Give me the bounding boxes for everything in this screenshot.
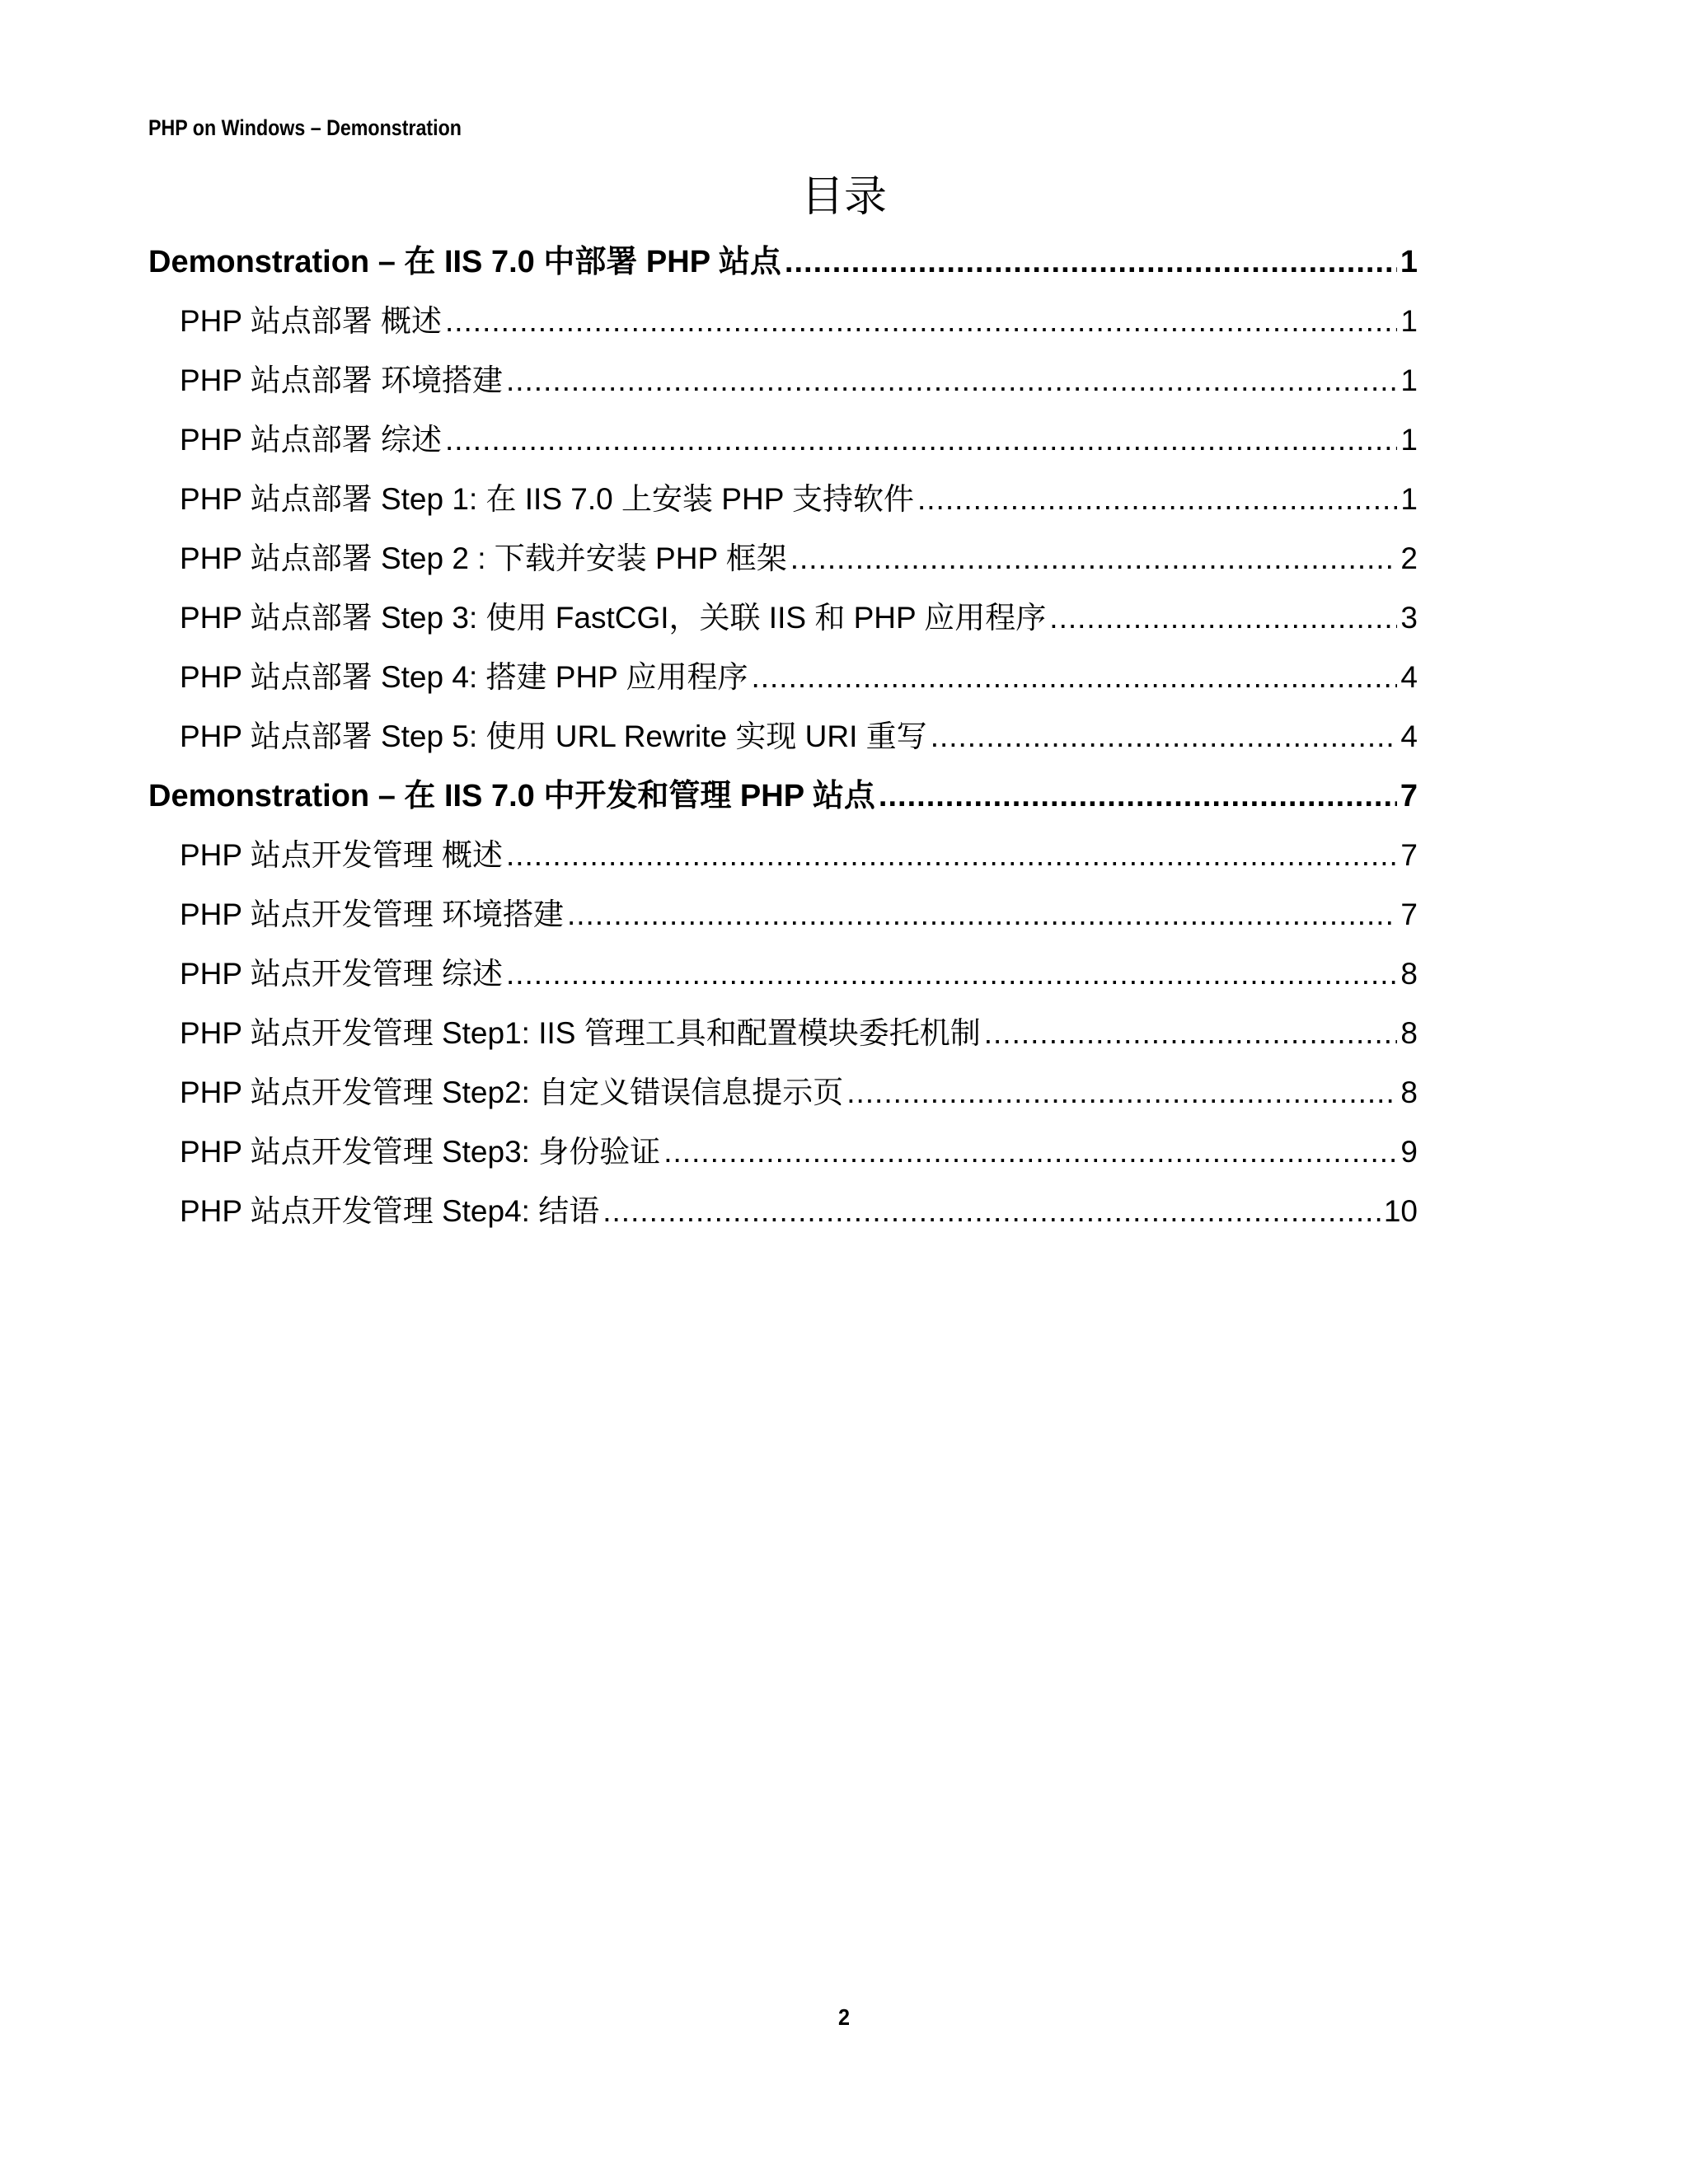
toc-entry-text: PHP 站点部署 综述	[180, 423, 442, 457]
toc-entry-page: 10	[1383, 1194, 1418, 1228]
toc-dot-leader	[785, 232, 1397, 292]
toc-dot-leader	[846, 1063, 1397, 1122]
toc-dot-leader	[506, 944, 1397, 1004]
toc-dot-leader	[931, 707, 1398, 766]
toc-entry-text: Demonstration – 在 IIS 7.0 中开发和管理 PHP 站点	[148, 779, 875, 813]
toc-section-entry[interactable]	[148, 766, 1418, 826]
toc-dot-leader	[506, 826, 1397, 885]
toc-dot-leader	[603, 1182, 1381, 1241]
toc-entry-text: PHP 站点开发管理 Step4: 结语	[180, 1194, 600, 1228]
toc-subsection-entry[interactable]	[148, 470, 1418, 529]
toc-entry-page: 2	[1400, 541, 1418, 575]
toc-entry-text: PHP 站点部署 环境搭建	[180, 363, 503, 397]
toc-entry-page: 4	[1400, 719, 1418, 753]
toc-entry-page: 1	[1400, 363, 1418, 397]
toc-entry-page: 8	[1400, 957, 1418, 991]
toc-entry-text: PHP 站点部署 Step 3: 使用 FastCGI，关联 IIS 和 PHP 应用程序	[180, 601, 1047, 635]
toc-entry-page: 1	[1400, 245, 1418, 279]
toc-title: 目录	[800, 172, 887, 222]
toc-entry-page: 1	[1400, 482, 1418, 516]
toc-subsection-entry[interactable]	[148, 588, 1418, 648]
toc-entry-text: PHP 站点开发管理 概述	[180, 838, 503, 872]
table-of-contents	[148, 232, 1418, 1241]
toc-entry-page: 7	[1400, 779, 1418, 813]
toc-entry-text: PHP 站点开发管理 环境搭建	[180, 898, 564, 931]
page-number: 2	[837, 2004, 851, 2030]
toc-section-entry[interactable]	[148, 232, 1418, 292]
toc-dot-leader	[1049, 588, 1397, 648]
toc-subsection-entry[interactable]	[148, 648, 1418, 707]
toc-entry-page: 9	[1400, 1135, 1418, 1169]
toc-subsection-entry[interactable]	[148, 410, 1418, 470]
toc-entry-text: PHP 站点开发管理 综述	[180, 957, 503, 991]
toc-entry-text: PHP 站点部署 Step 4: 搭建 PHP 应用程序	[180, 660, 748, 694]
toc-entry-text: PHP 站点部署 Step 2 : 下载并安装 PHP 框架	[180, 541, 787, 575]
toc-dot-leader	[879, 766, 1397, 826]
toc-entry-text: PHP 站点部署 Step 1: 在 IIS 7.0 上安装 PHP 支持软件	[180, 482, 914, 516]
toc-dot-leader	[506, 351, 1397, 410]
toc-entry-page: 1	[1400, 423, 1418, 457]
toc-dot-leader	[751, 648, 1397, 707]
toc-dot-leader	[567, 885, 1397, 944]
toc-entry-text: PHP 站点开发管理 Step2: 自定义错误信息提示页	[180, 1076, 844, 1109]
toc-entry-text: PHP 站点开发管理 Step1: IIS 管理工具和配置模块委托机制	[180, 1016, 981, 1050]
toc-entry-text: PHP 站点部署 概述	[180, 304, 442, 338]
toc-dot-leader	[917, 470, 1397, 529]
toc-entry-page: 4	[1400, 660, 1418, 694]
toc-dot-leader	[663, 1122, 1397, 1182]
toc-subsection-entry[interactable]	[148, 1122, 1418, 1182]
toc-subsection-entry[interactable]	[148, 292, 1418, 351]
toc-entry-text: Demonstration – 在 IIS 7.0 中部署 PHP 站点	[148, 245, 781, 279]
toc-subsection-entry[interactable]	[148, 1063, 1418, 1122]
toc-entry-page: 3	[1400, 601, 1418, 635]
toc-subsection-entry[interactable]	[148, 1004, 1418, 1063]
toc-entry-page: 7	[1400, 898, 1418, 931]
running-header: PHP on Windows – Demonstration	[148, 115, 462, 140]
toc-entry-page: 8	[1400, 1016, 1418, 1050]
toc-subsection-entry[interactable]	[148, 707, 1418, 766]
toc-subsection-entry[interactable]	[148, 885, 1418, 944]
toc-dot-leader	[790, 529, 1398, 588]
toc-entry-page: 7	[1400, 838, 1418, 872]
toc-entry-text: PHP 站点部署 Step 5: 使用 URL Rewrite 实现 URI 重写	[180, 719, 927, 753]
toc-entry-page: 1	[1400, 304, 1418, 338]
toc-dot-leader	[445, 410, 1397, 470]
toc-dot-leader	[445, 292, 1397, 351]
toc-entry-text: PHP 站点开发管理 Step3: 身份验证	[180, 1135, 661, 1169]
toc-subsection-entry[interactable]	[148, 351, 1418, 410]
toc-entry-page: 8	[1400, 1076, 1418, 1109]
toc-subsection-entry[interactable]	[148, 1182, 1418, 1241]
toc-dot-leader	[984, 1004, 1398, 1063]
toc-subsection-entry[interactable]	[148, 944, 1418, 1004]
toc-subsection-entry[interactable]	[148, 529, 1418, 588]
toc-subsection-entry[interactable]	[148, 826, 1418, 885]
